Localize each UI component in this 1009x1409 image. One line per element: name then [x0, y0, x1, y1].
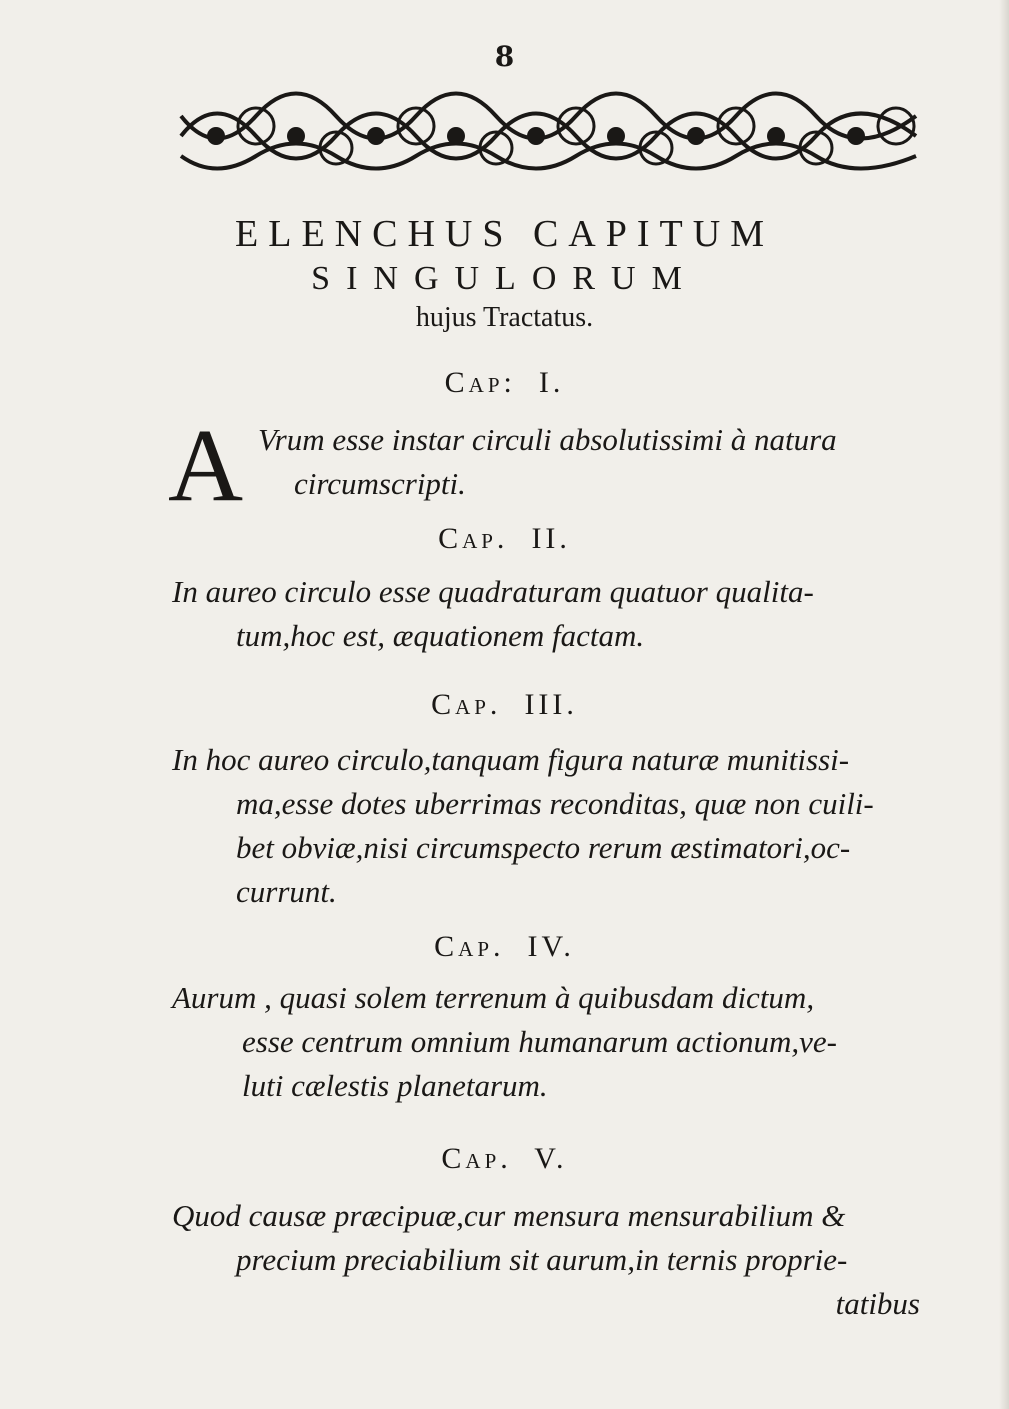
- chapter-number: V.: [534, 1142, 568, 1175]
- page-title: ELENCHUS CAPITUM: [235, 213, 774, 255]
- chapter-entry-5: [172, 1194, 920, 1326]
- entry-line: precium preciabilium sit aurum,in ternis proprie-: [236, 1242, 848, 1277]
- page-subtitle-secondary: hujus Tractatus.: [415, 302, 594, 333]
- entry-line: In aureo circulo esse quadraturam quatuor qualita-: [172, 574, 814, 609]
- entry-line: Vrum esse instar circuli absolutissimi à natura: [258, 422, 837, 457]
- chapter-heading-4: [0, 930, 1009, 964]
- entry-line: In hoc aureo circulo,tanquam figura naturæ munitissi-: [172, 742, 850, 777]
- chapter-entry-4: [172, 976, 837, 1108]
- entry-line: tum,hoc est, æquationem factam.: [236, 618, 645, 653]
- page-number: 8: [494, 40, 515, 73]
- page-edge-shadow: [999, 0, 1009, 1409]
- chapter-prefix: Cap.: [431, 688, 502, 721]
- chapter-number: II.: [531, 522, 571, 555]
- catchword: tatibus: [835, 1286, 920, 1321]
- chapter-number: III.: [524, 688, 578, 721]
- chapter-entry-1: [258, 418, 837, 506]
- drop-capital: A: [168, 408, 244, 523]
- entry-line: bet obviæ,nisi circumspecto rerum æstimatori,oc-: [236, 830, 851, 865]
- chapter-prefix: Cap.: [434, 930, 505, 963]
- chapter-entry-3: [172, 738, 874, 914]
- decorative-ornament-band: [176, 86, 922, 186]
- chapter-heading-2: [0, 522, 1009, 556]
- chapter-number: I.: [538, 366, 565, 399]
- chapter-prefix: Cap:: [444, 366, 516, 399]
- chapter-heading-5: [0, 1142, 1009, 1176]
- chapter-heading-3: [0, 688, 1009, 722]
- chapter-heading-1: [0, 366, 1009, 400]
- chapter-prefix: Cap.: [441, 1142, 512, 1175]
- chapter-number: IV.: [527, 930, 575, 963]
- entry-line: Aurum , quasi solem terrenum à quibusdam dictum,: [172, 980, 815, 1015]
- page-subtitle: SINGULORUM: [311, 260, 698, 297]
- entry-line: esse centrum omnium humanarum actionum,ve-: [242, 1024, 837, 1059]
- entry-line: ma,esse dotes uberrimas reconditas, quæ non cuili-: [236, 786, 874, 821]
- entry-line: circumscripti.: [294, 466, 466, 501]
- entry-line: luti cælestis planetarum.: [242, 1068, 548, 1103]
- entry-line: currunt.: [236, 874, 337, 909]
- chapter-prefix: Cap.: [438, 522, 509, 555]
- entry-line: Quod causæ præcipuæ,cur mensura mensurabilium &: [172, 1198, 846, 1233]
- chapter-entry-2: [172, 570, 814, 658]
